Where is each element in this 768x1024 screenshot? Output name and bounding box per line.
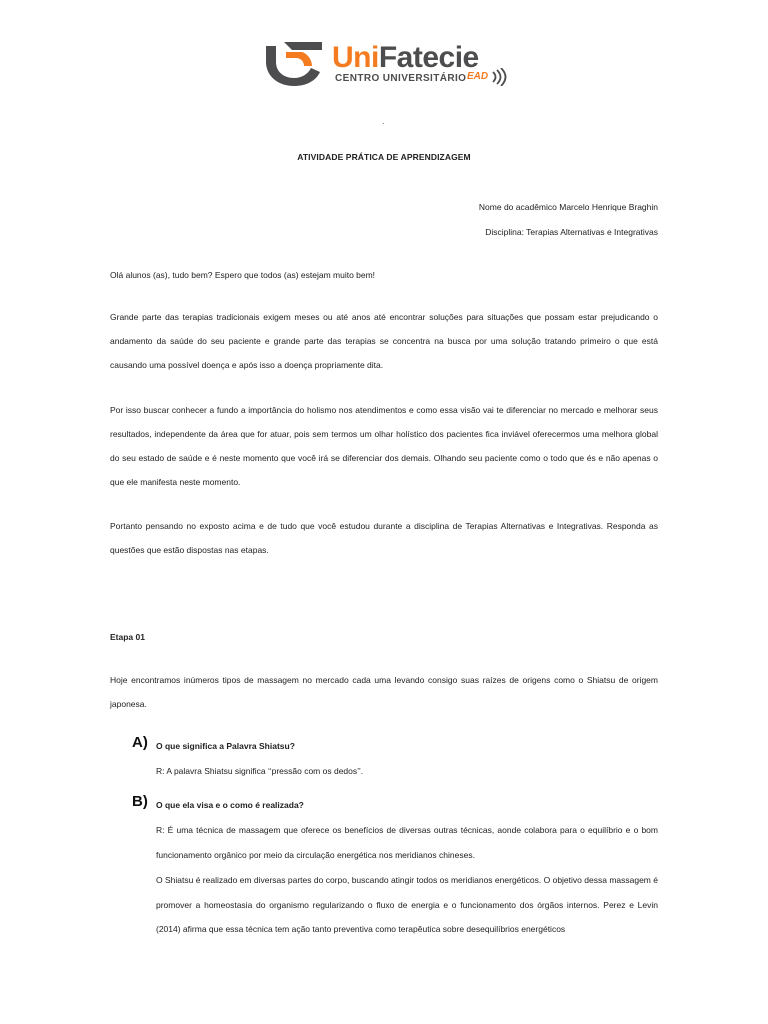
logo-brand-uni: Uni xyxy=(332,41,379,74)
unifatecie-mark-icon xyxy=(262,40,328,86)
logo-brand-fatecie: Fatecie xyxy=(378,41,479,74)
etapa-heading: Etapa 01 xyxy=(110,632,145,642)
intro-paragraph-3: Portanto pensando no exposto acima e de tudo que você estudou durante a disciplina de Terapias Alternativas e Integrativas. Responda as questões que estão dispostas nas etapas. xyxy=(110,521,658,555)
question-b-letter: B) xyxy=(132,793,148,810)
question-b-text: O que ela visa e o como é realizada? xyxy=(156,800,304,810)
intro-paragraph-1: Grande parte das terapias tradicionais exigem meses ou até anos até encontrar soluções para situações que possam estar prejudicando o andamento da saúde do seu paciente e grande parte das terapias se concentra na busca por uma solução tratando primeiro o que está causando uma possível doença e após isso a doença propriamente dita. xyxy=(110,312,658,370)
intro-paragraph-2: Por isso buscar conhecer a fundo a importância do holismo nos atendimentos e como essa visão vai te diferenciar no mercado e melhorar seus resultados, independente da área que for atuar, pois sem termos um olhar holístico dos pacientes fica inviável oferecermos uma melhora global do seu estado de saúde e é neste momento que você irá se diferenciar dos demais. Olhando seu paciente como o todo que és e não apenas o que ele manifesta neste momento. xyxy=(110,405,658,487)
student-name: Nome do acadêmico Marcelo Henrique Braghin xyxy=(478,202,658,212)
etapa-intro-paragraph: Hoje encontramos inúmeros tipos de massagem no mercado cada uma levando consigo suas raízes de origens como o Shiatsu de origem japonesa. xyxy=(110,675,658,709)
unifatecie-logo xyxy=(262,40,512,90)
question-b-answer-1: R: É uma técnica de massagem que oferece os benefícios de diversas outras técnicas, aonde colabora para o equilíbrio e o bom funcionamento orgânico por meio da circulação energética nos meridianos chineses. xyxy=(156,825,658,860)
question-b-answer-2: O Shiatsu é realizado em diversas partes do corpo, buscando atingir todos os meridianos energéticos. O objetivo dessa massagem é promover a homeostasia do organismo regularizando o fluxo de energia e o funcionamento dos órgãos internos. Perez e Levin (2014) afirma que essa técnica tem ação tanto preventiva como terapêutica sobre desequilíbrios energéticos xyxy=(156,875,658,934)
logo-ead: EAD xyxy=(467,71,489,82)
document-title: ATIVIDADE PRÁTICA DE APRENDIZAGEM xyxy=(297,152,471,162)
question-a-text: O que significa a Palavra Shiatsu? xyxy=(156,741,295,751)
discipline-name: Disciplina: Terapias Alternativas e Integrativas xyxy=(485,227,658,237)
stray-dot: . xyxy=(382,116,385,126)
question-a-letter: A) xyxy=(132,734,148,751)
logo-wordmark xyxy=(332,42,479,74)
greeting-paragraph: Olá alunos (as), tudo bem? Espero que todos (as) estejam muito bem! xyxy=(110,270,376,280)
signal-waves-icon xyxy=(490,68,508,86)
question-a-answer: R: A palavra Shiatsu significa ‘‘pressão com os dedos’’. xyxy=(156,766,364,776)
logo-subtitle: CENTRO UNIVERSITÁRIO xyxy=(335,73,467,84)
